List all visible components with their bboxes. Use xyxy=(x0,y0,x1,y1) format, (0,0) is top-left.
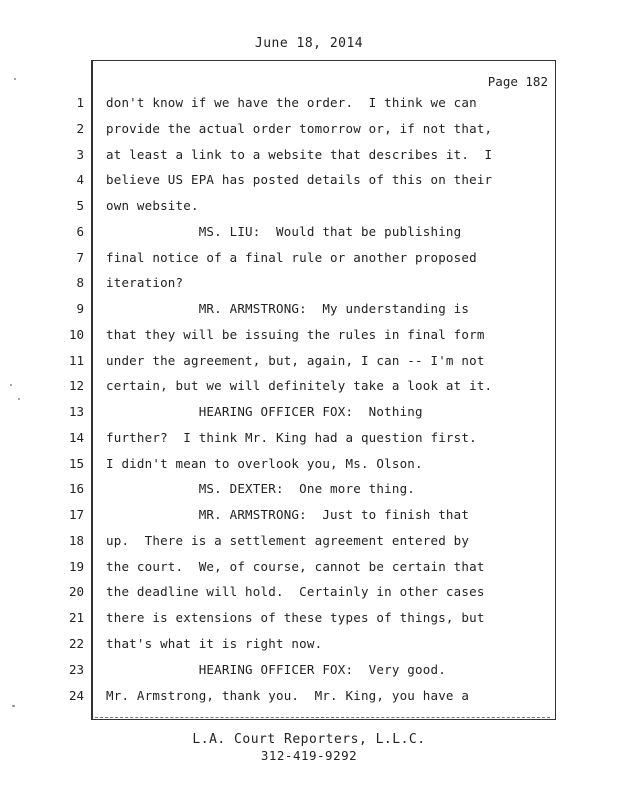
line-number: 22 xyxy=(68,636,84,651)
line-text: there is extensions of these types of things, but xyxy=(106,610,485,625)
line-text: iteration? xyxy=(106,275,184,290)
scan-speck xyxy=(18,398,20,400)
line-text: own website. xyxy=(106,198,199,213)
line-number: 10 xyxy=(68,327,84,342)
line-text: further? I think Mr. King had a question first. xyxy=(106,430,477,445)
line-number: 2 xyxy=(76,121,84,136)
line-number: 5 xyxy=(76,198,84,213)
court-reporter-name: L.A. Court Reporters, L.L.C. xyxy=(192,732,426,747)
line-text: MR. ARMSTRONG: Just to finish that xyxy=(106,507,470,522)
line-text: that they will be issuing the rules in final form xyxy=(106,327,485,342)
line-number: 17 xyxy=(68,507,84,522)
line-number: 4 xyxy=(76,172,84,187)
line-number: 9 xyxy=(76,301,84,316)
frame-bottom-divider xyxy=(95,717,550,718)
line-number: 20 xyxy=(68,584,84,599)
line-text: I didn't mean to overlook you, Ms. Olson. xyxy=(106,456,423,471)
line-number: 8 xyxy=(76,275,84,290)
line-text: Mr. Armstrong, thank you. Mr. King, you have a xyxy=(106,688,470,703)
line-number: 23 xyxy=(68,662,84,677)
line-number: 21 xyxy=(68,610,84,625)
line-number: 14 xyxy=(68,430,84,445)
line-text: HEARING OFFICER FOX: Very good. xyxy=(106,662,446,677)
line-number: 18 xyxy=(68,533,84,548)
line-text: HEARING OFFICER FOX: Nothing xyxy=(106,404,423,419)
line-text: that's what it is right now. xyxy=(106,636,323,651)
line-number: 7 xyxy=(76,250,84,265)
line-number: 24 xyxy=(68,688,84,703)
line-number: 6 xyxy=(76,224,84,239)
line-text: don't know if we have the order. I think we can xyxy=(106,95,477,110)
transcript-date: June 18, 2014 xyxy=(254,36,364,51)
scan-speck xyxy=(10,384,12,386)
court-reporter-phone: 312-419-9292 xyxy=(260,748,358,763)
line-text: MS. LIU: Would that be publishing xyxy=(106,224,462,239)
scan-speck xyxy=(12,705,15,707)
line-text: at least a link to a website that describes it. I xyxy=(106,147,493,162)
line-text: MS. DEXTER: One more thing. xyxy=(106,481,416,496)
line-number: 12 xyxy=(68,378,84,393)
line-text: final notice of a final rule or another proposed xyxy=(106,250,477,265)
page-number: Page 182 xyxy=(487,74,548,89)
line-number: 19 xyxy=(68,559,84,574)
line-number: 3 xyxy=(76,147,84,162)
line-text: certain, but we will definitely take a look at it. xyxy=(106,378,493,393)
line-text: believe US EPA has posted details of this on their xyxy=(106,172,493,187)
line-number: 11 xyxy=(68,353,84,368)
line-number: 13 xyxy=(68,404,84,419)
line-text: up. There is a settlement agreement entered by xyxy=(106,533,470,548)
line-number: 1 xyxy=(76,95,84,110)
scan-speck xyxy=(14,78,16,80)
line-number: 16 xyxy=(68,481,84,496)
line-text: the deadline will hold. Certainly in other cases xyxy=(106,584,485,599)
line-text: provide the actual order tomorrow or, if not that, xyxy=(106,121,493,136)
line-number: 15 xyxy=(68,456,84,471)
line-text: under the agreement, but, again, I can -- I'm not xyxy=(106,353,485,368)
line-text: MR. ARMSTRONG: My understanding is xyxy=(106,301,470,316)
line-text: the court. We, of course, cannot be certain that xyxy=(106,559,485,574)
